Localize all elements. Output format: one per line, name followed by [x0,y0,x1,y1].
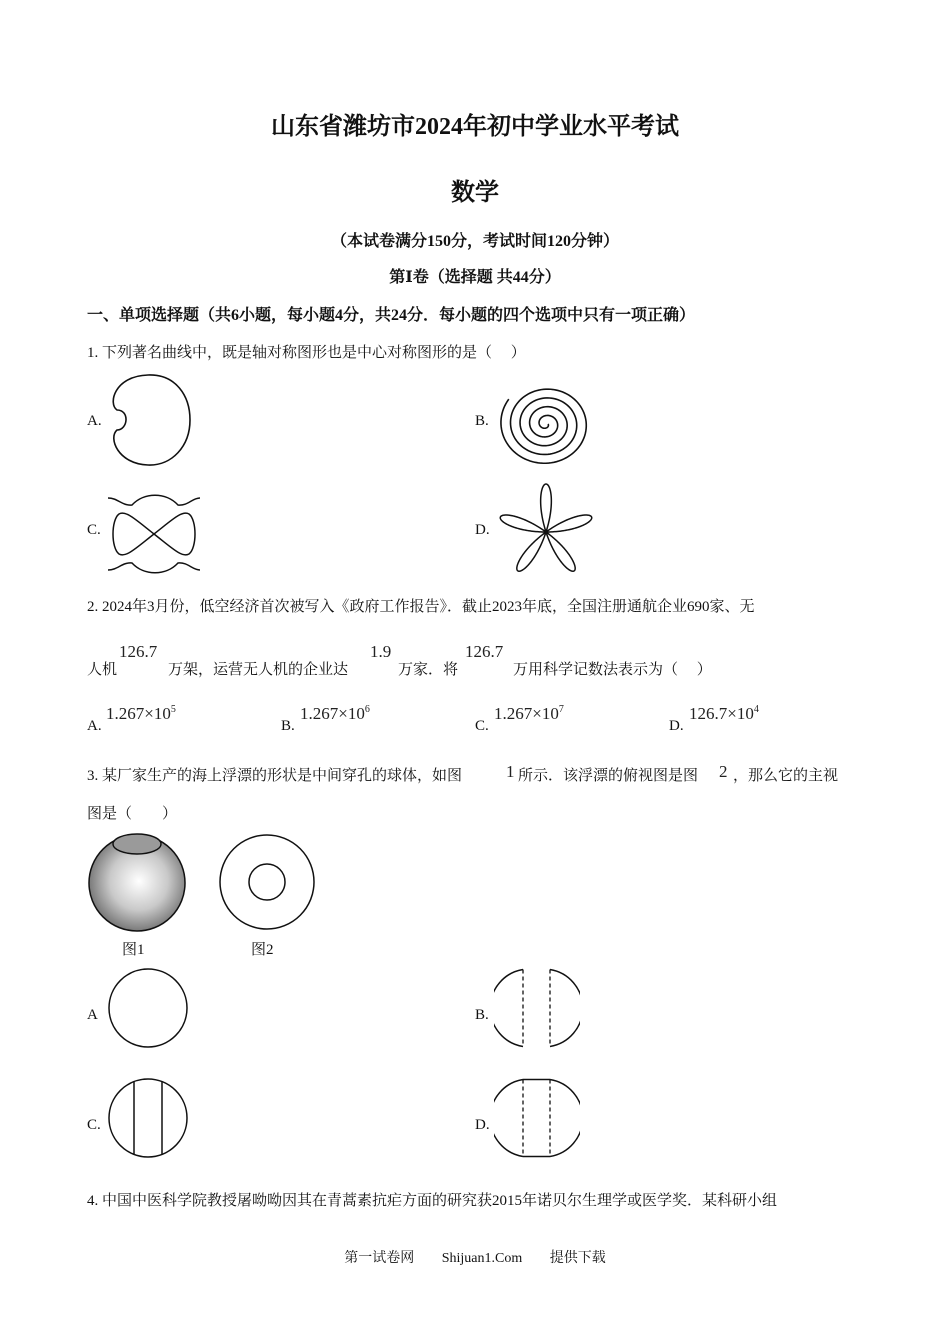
q2-number-3: 126.7 [465,642,504,661]
page-footer [0,1247,950,1267]
q3-option-a-label: A [87,1007,98,1023]
q3-figure1-caption: 图1 [122,942,145,958]
volume-heading: 第Ⅰ卷（选择题 共44分） [389,269,561,286]
q1-lemniscate-figure [106,492,202,576]
q3-option-b-label: B. [475,1007,489,1023]
q2-option-d-label: D. [669,718,684,734]
q3-option-c-label: C. [87,1117,101,1133]
q2-option-a-value: $1.267\times 10^5$ [106,704,176,723]
q2-option-c-value: $1.267\times 10^7$ [494,704,564,723]
q1-spiral-figure [496,374,600,470]
q3-line1b: 所示．该浮漂的俯视图是图 [518,768,699,784]
q3-line2: 图是（ ） [87,806,178,822]
q2-seg2: 万架，运营无人机的企业达 [168,662,349,678]
q3-figure2-caption: 图2 [251,942,274,958]
q1-option-a-label: A. [87,413,102,429]
q2-option-c-label: C. [475,718,489,734]
q1-option-d-label: D. [475,522,490,538]
q3-option-d-circle-dashed [494,1076,580,1160]
q3-option-a-circle [106,966,190,1050]
q2-option-a-label: A. [87,718,102,734]
q2-option-b-value: $1.267\times 10^6$ [300,704,370,723]
q2-seg4: 万用科学记数法表示为（ ） [513,662,712,678]
q2-seg3: 万家．将 [398,662,459,678]
exam-title: 山东省潍坊市2024年初中学业水平考试 [271,114,679,140]
q3-line1a: 3. 某厂家生产的海上浮漂的形状是中间穿孔的球体，如图 [87,768,463,784]
footer-domain: Shijuan1.Com [441,1251,523,1266]
q4-stem: 4. 中国中医科学院教授屠呦呦因其在青蒿素抗疟方面的研究获2015年诺贝尔生理学或医学奖．某科研小组 [87,1193,778,1209]
q2-number-1: 126.7 [119,642,158,661]
q3-figure1-sphere [86,830,188,934]
q2-option-b-label: B. [281,718,295,734]
q1-cardioid-figure [106,372,196,468]
section-heading: 一、单项选择题（共6小题，每小题4分，共24分．每小题的四个选项中只有一项正确） [87,307,696,324]
q1-rose-figure [494,480,598,580]
q1-option-c-label: C. [87,522,101,538]
q1-option-b-label: B. [475,413,489,429]
q1-stem: 1. 下列著名曲线中，既是轴对称图形也是中心对称图形的是（ ） [87,345,526,361]
q3-option-b-split-circle [494,966,580,1050]
footer-text: 提供下载 [549,1251,606,1266]
exam-note: （本试卷满分150分，考试时间120分钟） [330,233,619,250]
q2-line1: 2. 2024年3月份，低空经济首次被写入《政府工作报告》．截止2023年底，全国注册通航企业690家、无 [87,599,755,615]
q3-fig1-number: 1 [506,762,515,781]
q2-option-d-value: $126.7\times 10^4$ [689,704,759,723]
q3-figure2-ring [217,832,317,932]
q3-option-c-circle-lines [106,1076,190,1160]
q2-number-2: 1.9 [370,642,392,661]
subject-title: 数学 [451,180,499,206]
q3-option-d-label: D. [475,1117,490,1133]
q3-fig2-number: 2 [719,762,728,781]
q2-seg1: 人机 [87,662,118,678]
footer-site: 第一试卷网 [344,1251,415,1266]
q3-line1c: ，那么它的主视 [733,768,839,784]
